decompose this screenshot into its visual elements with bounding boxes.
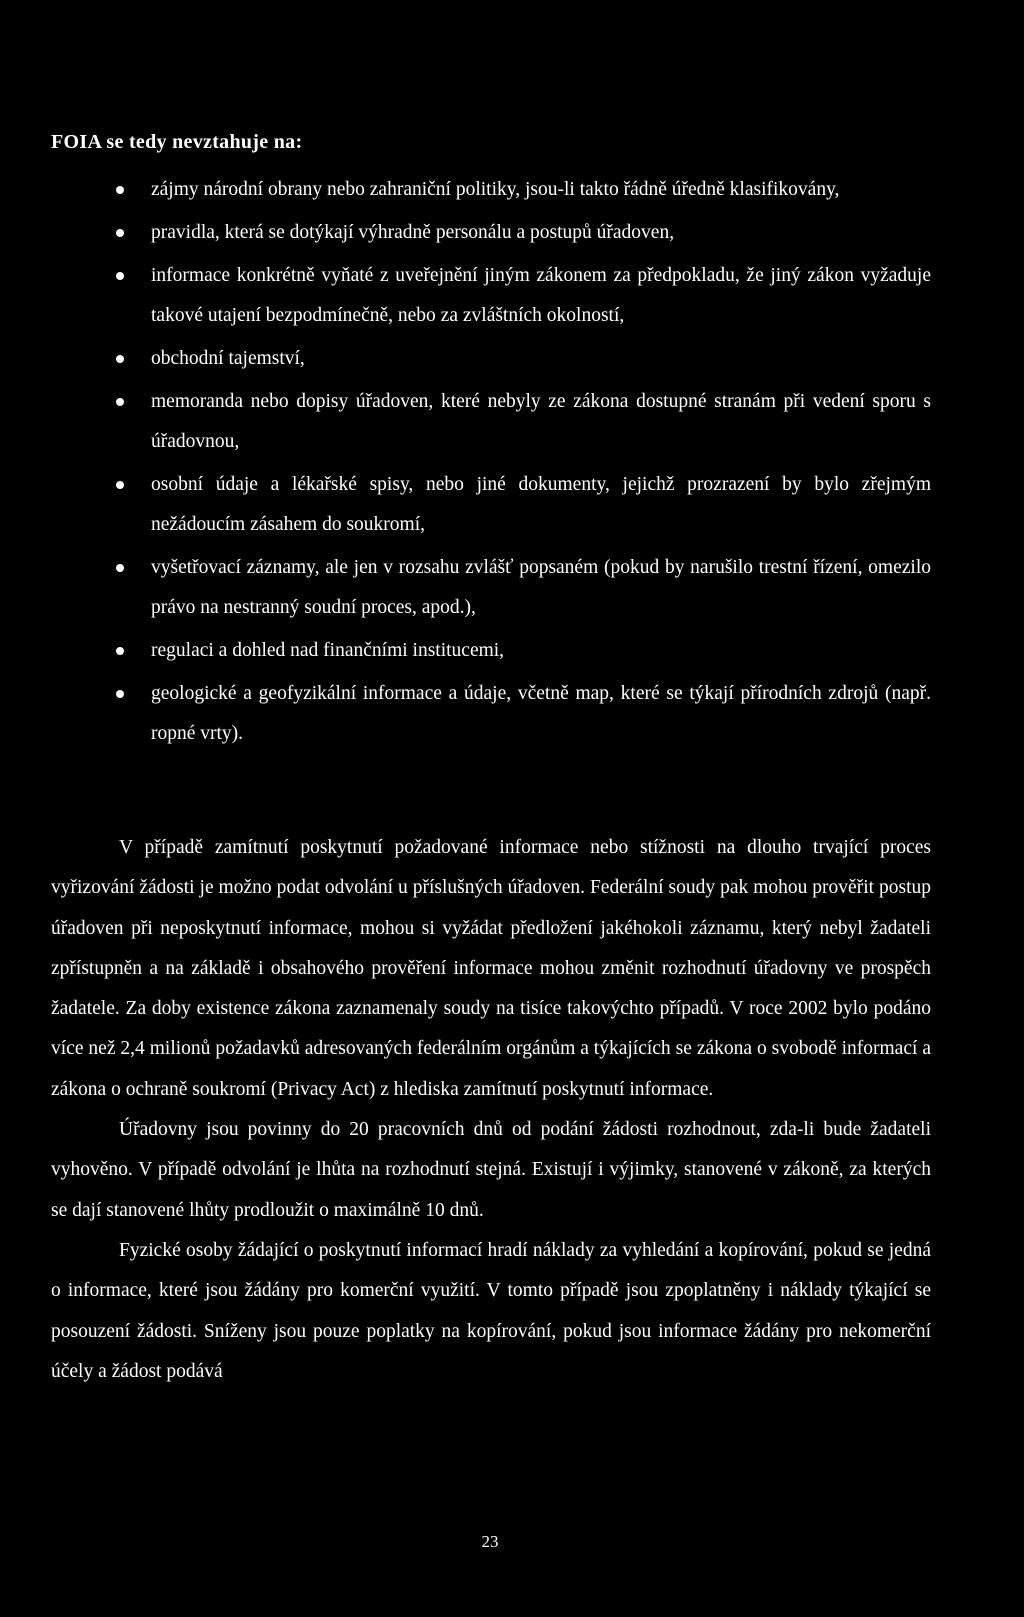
list-item-text: vyšetřovací záznamy, ale jen v rozsahu zvlášť popsaném (pokud by narušilo trestní řízení, omezilo právo na nestranný soudní proces, apod.),: [151, 557, 931, 618]
section-heading: FOIA se tedy nevztahuje na:: [51, 131, 303, 153]
paragraph-fees: Fyzické osoby žádající o poskytnutí informací hradí náklady za vyhledání a kopírování, pokud se jedná o informace, které jsou žádány pro komerční využití. V tomto případě jsou zpoplatněny i náklady týkající se posouzení žádosti. Sníženy jsou pouze poplatky na kopírování, pokud jsou informace žádány pro nekomerční účely a žádost podává: [51, 1239, 931, 1382]
list-item-text: regulaci a dohled nad finančními institucemi,: [151, 640, 505, 661]
list-item-text: informace konkrétně vyňaté z uveřejnění jiným zákonem za předpokladu, že jiný zákon vyžaduje takové utajení bezpodmínečně, nebo za zvláštních okolností,: [151, 265, 931, 326]
list-item: [151, 256, 931, 339]
bullet-icon: [116, 355, 124, 363]
list-item: [151, 548, 931, 631]
list-item-text: obchodní tajemství,: [151, 348, 305, 369]
paragraph-deadlines: Úřadovny jsou povinny do 20 pracovních dnů od podání žádosti rozhodnout, zda-li bude žadateli vyhověno. V případě odvolání je lhůta na rozhodnutí stejná. Existují i výjimky, stanovené v zákoně, za kterých se dají stanovené lhůty prodloužit o maximálně 10 dnů.: [51, 1119, 931, 1221]
list-item: [151, 170, 931, 213]
list-item-text: memoranda nebo dopisy úřadoven, které nebyly ze zákona dostupné stranám při vedení sporu s úřadovnou,: [151, 391, 931, 452]
list-item: [151, 631, 931, 674]
bullet-icon: [116, 229, 124, 237]
list-item: [151, 339, 931, 382]
bullet-icon: [116, 186, 124, 194]
exemption-list: [0, 170, 1024, 757]
list-item-text: geologické a geofyzikální informace a údaje, včetně map, které se týkají přírodních zdrojů (např. ropné vrty).: [151, 683, 931, 744]
list-item-text: pravidla, která se dotýkají výhradně personálu a postupů úřadoven,: [151, 222, 675, 243]
bullet-icon: [116, 272, 124, 280]
list-item: [151, 674, 931, 757]
paragraph-appeals: V případě zamítnutí poskytnutí požadované informace nebo stížnosti na dlouho trvající proces vyřizování žádosti je možno podat odvolání u příslušných úřadoven. Federální soudy pak mohou prověřit postup úřadoven při neposkytnutí informace, mohou si vyžádat předložení jakéhokoli záznamu, který nebyl žadateli zpřístupněn a na základě i obsahového prověření informace mohou změnit rozhodnutí úřadovny ve prospěch žadatele. Za doby existence zákona zaznamenaly soudy na tisíce takovýchto případů. V roce 2002 bylo podáno více než 2,4 milionů požadavků adresovaných federálním orgánům a týkajících se zákona o svobodě informací a zákona o ochraně soukromí (Privacy Act) z hlediska zamítnutí poskytnutí informace.: [51, 837, 931, 1100]
list-item: [151, 465, 931, 548]
list-item-text: zájmy národní obrany nebo zahraniční politiky, jsou-li takto řádně úředně klasifikovány,: [151, 179, 840, 200]
body-text: [51, 828, 931, 1392]
bullet-icon: [116, 398, 124, 406]
list-item: [151, 213, 931, 256]
bullet-icon: [116, 564, 124, 572]
bullet-icon: [116, 647, 124, 655]
page-number: 23: [481, 1532, 499, 1551]
list-item: [151, 382, 931, 465]
list-item-text: osobní údaje a lékařské spisy, nebo jiné dokumenty, jejichž prozrazení by bylo zřejmým nežádoucím zásahem do soukromí,: [151, 474, 931, 535]
bullet-icon: [116, 690, 124, 698]
bullet-icon: [116, 481, 124, 489]
